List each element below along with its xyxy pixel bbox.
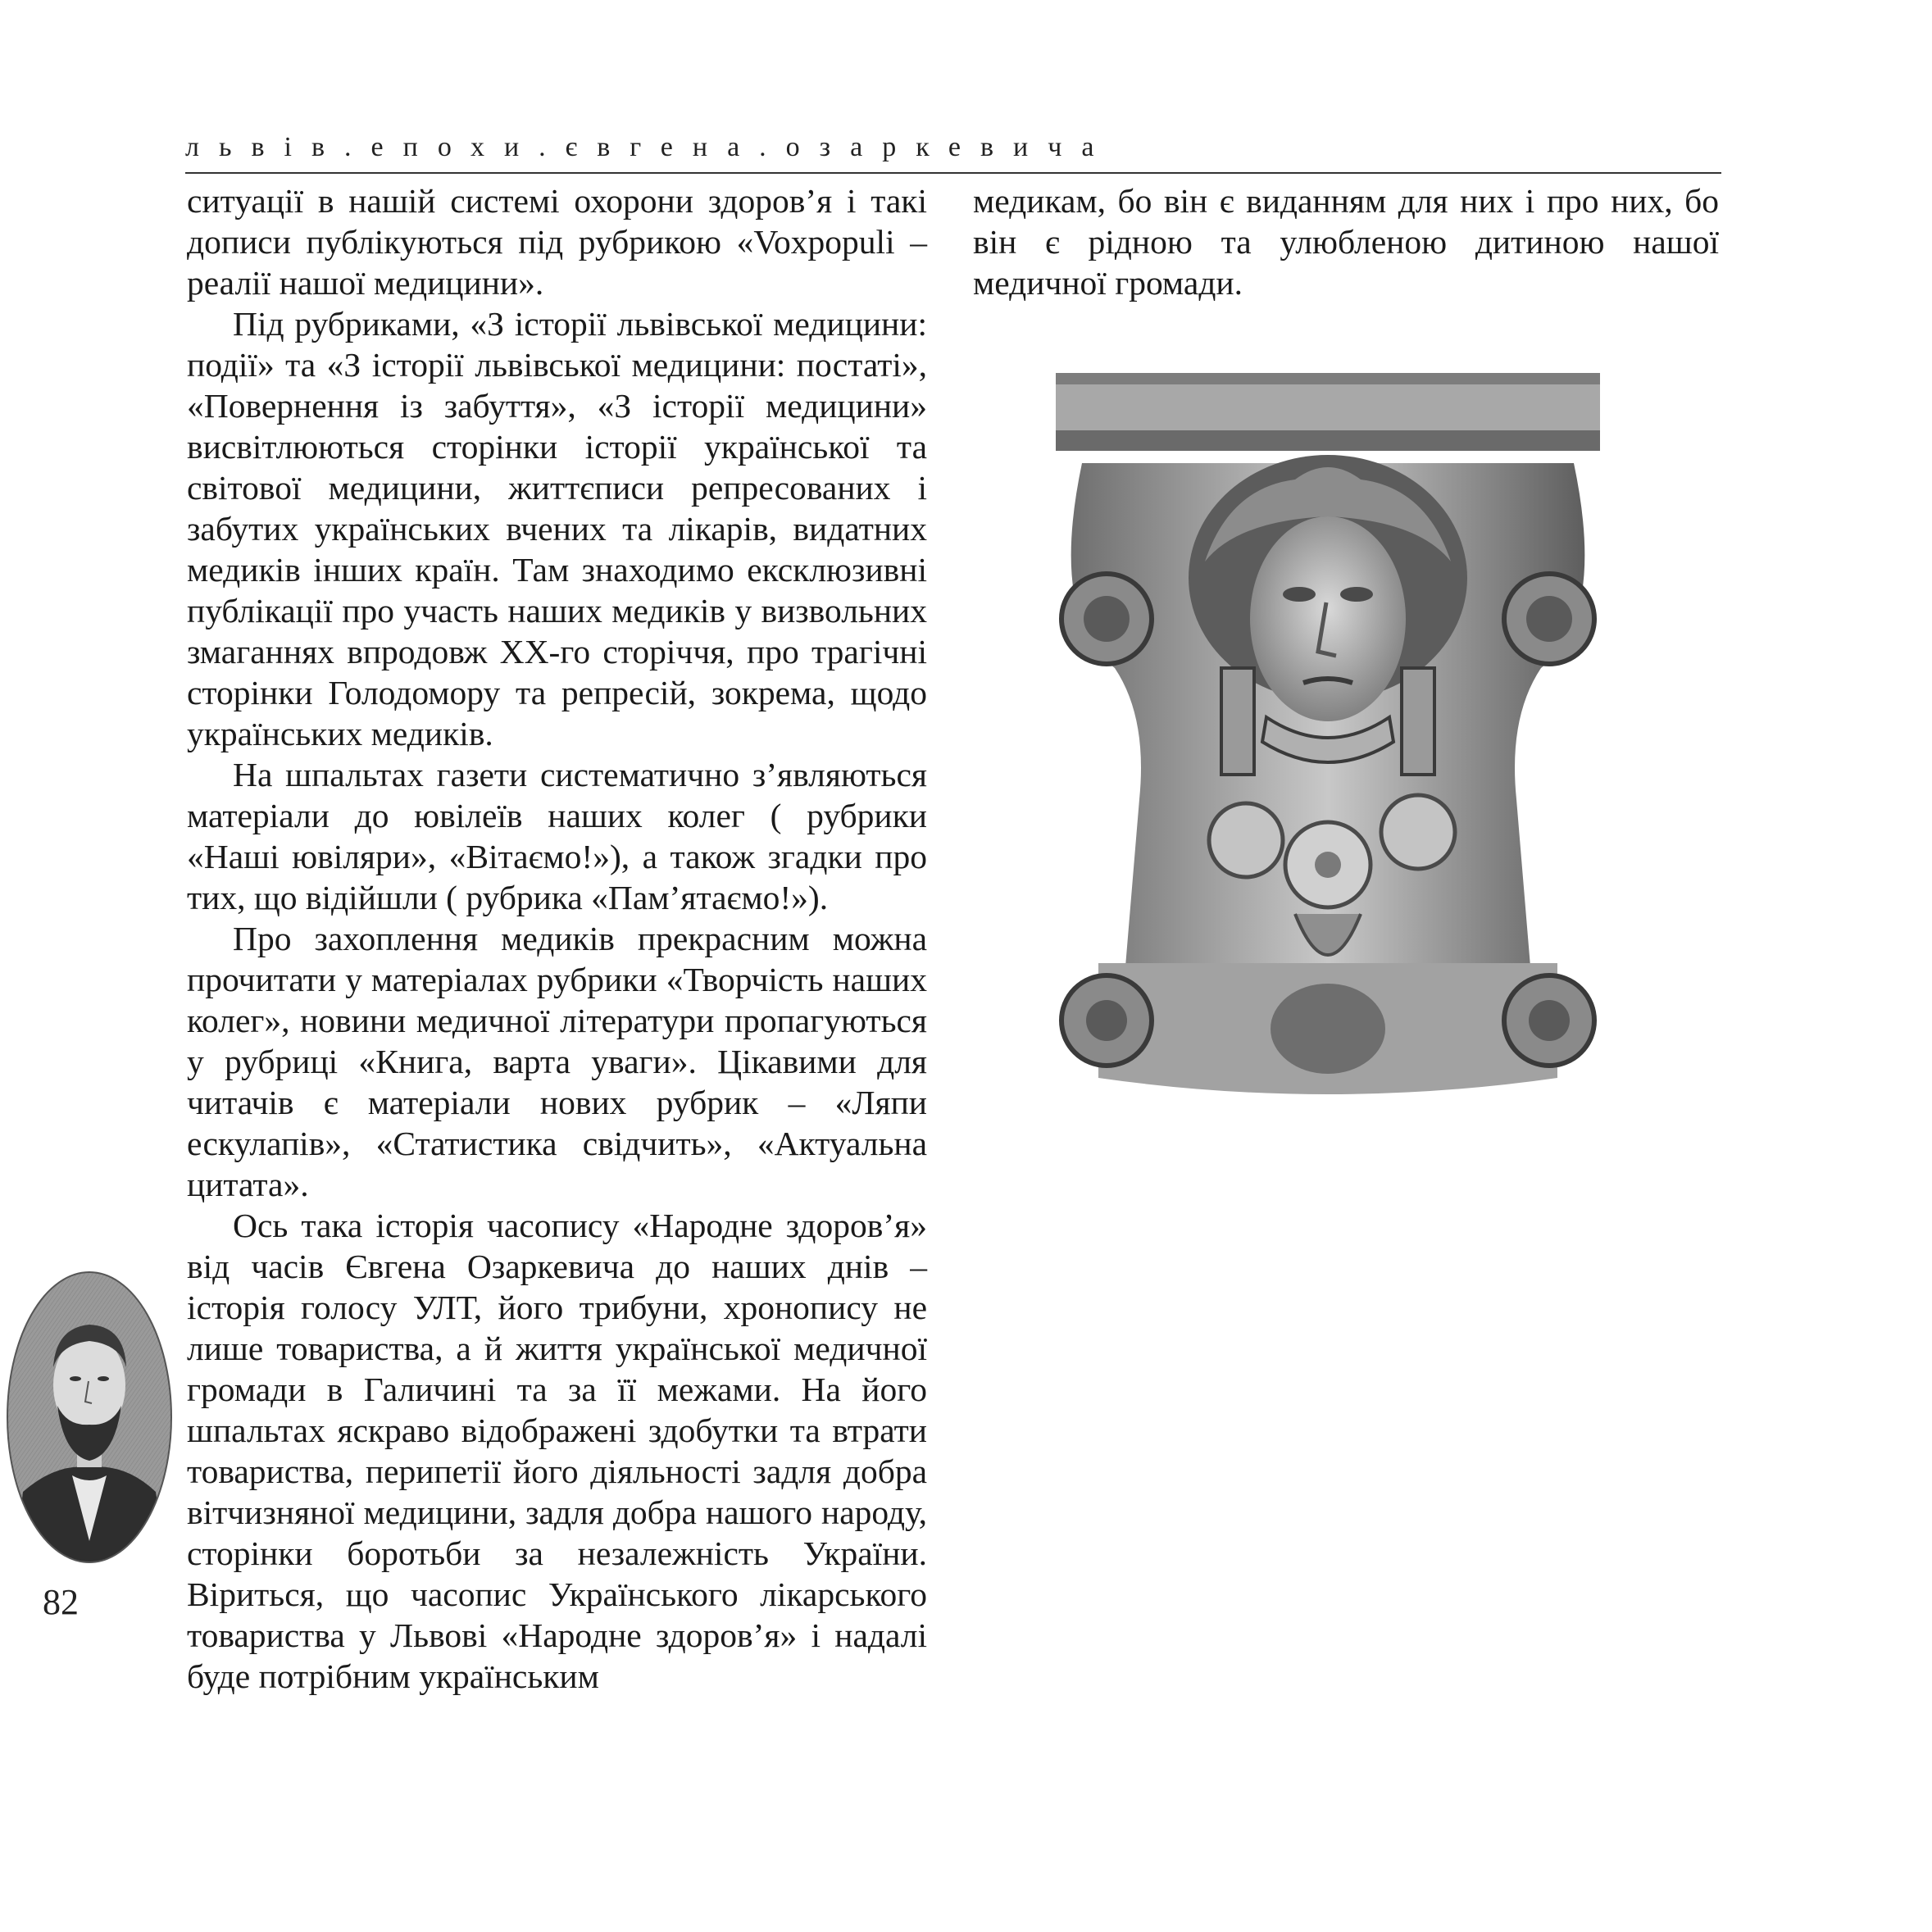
paragraph-3: На шпальтах газети систематично з’являються матеріали до ювілеїв наших колег ( рубрики «Наші ювіляри», «Вітаємо!»), а також згадки про тих, що відійшли ( рубрика «Пам’ятаємо!»).	[187, 756, 927, 916]
paragraph-6: медикам, бо він є виданням для них і про них, бо він є рідною та улюбленою дитиною нашої медичної громади.	[973, 182, 1719, 302]
left-text-column	[187, 180, 927, 1697]
portrait-image	[7, 1271, 172, 1564]
paragraph-1: ситуації в нашій системі охорони здоров’я і такі дописи публікуються під рубрикою «Voxpopuli – реалії нашої медицини».	[187, 182, 927, 302]
header-rule	[185, 172, 1721, 174]
paragraph-4: Про захоплення медиків прекрасним можна прочитати у матеріалах рубрики «Творчість наших колег», новини медичної літератури пропагуються у рубриці «Книга, варта уваги». Цікавими для читачів є матеріали нових рубрик – «Ляпи ескулапів», «Статистика свідчить», «Актуальна цитата».	[187, 920, 927, 1203]
running-title: львів.епохи.євгена.озаркевича	[185, 132, 1114, 162]
right-text-column	[973, 180, 1719, 303]
corbel-sculpture-image	[1049, 373, 1607, 1094]
paragraph-2: Під рубриками, «З історії львівської медицини: події» та «З історії львівської медицини: постаті», «Повернення із забуття», «З історії медицини» висвітлюються сторінки історії української та світової медицини, життєписи репресованих і забутих українських вчених та лікарів, видатних медиків інших країн. Там знаходимо ексклюзивні публікації про участь наших медиків у визвольних змаганнях впродовж ХХ-го сторіччя, про трагічні сторінки Голодомору та репресій, зокрема, щодо українських медиків.	[187, 305, 927, 752]
paragraph-5: Ось така історія часопису «Народне здоров’я» від часів Євгена Озаркевича до наших днів – історія голосу УЛТ, його трибуни, хронопису не лише товариства, а й життя української медичної громади в Галичині та за її межами. На його шпальтах яскраво відображені здобутки та втрати товариства, перипетії його діяльності задля добра вітчизняної медицини, задля добра нашого народу, сторінки боротьби за незалежність України. Віриться, що часопис Українського лікарського товариства у Львові «Народне здоров’я» і надалі буде потрібним українським	[187, 1207, 927, 1695]
page-number: 82	[43, 1582, 79, 1622]
